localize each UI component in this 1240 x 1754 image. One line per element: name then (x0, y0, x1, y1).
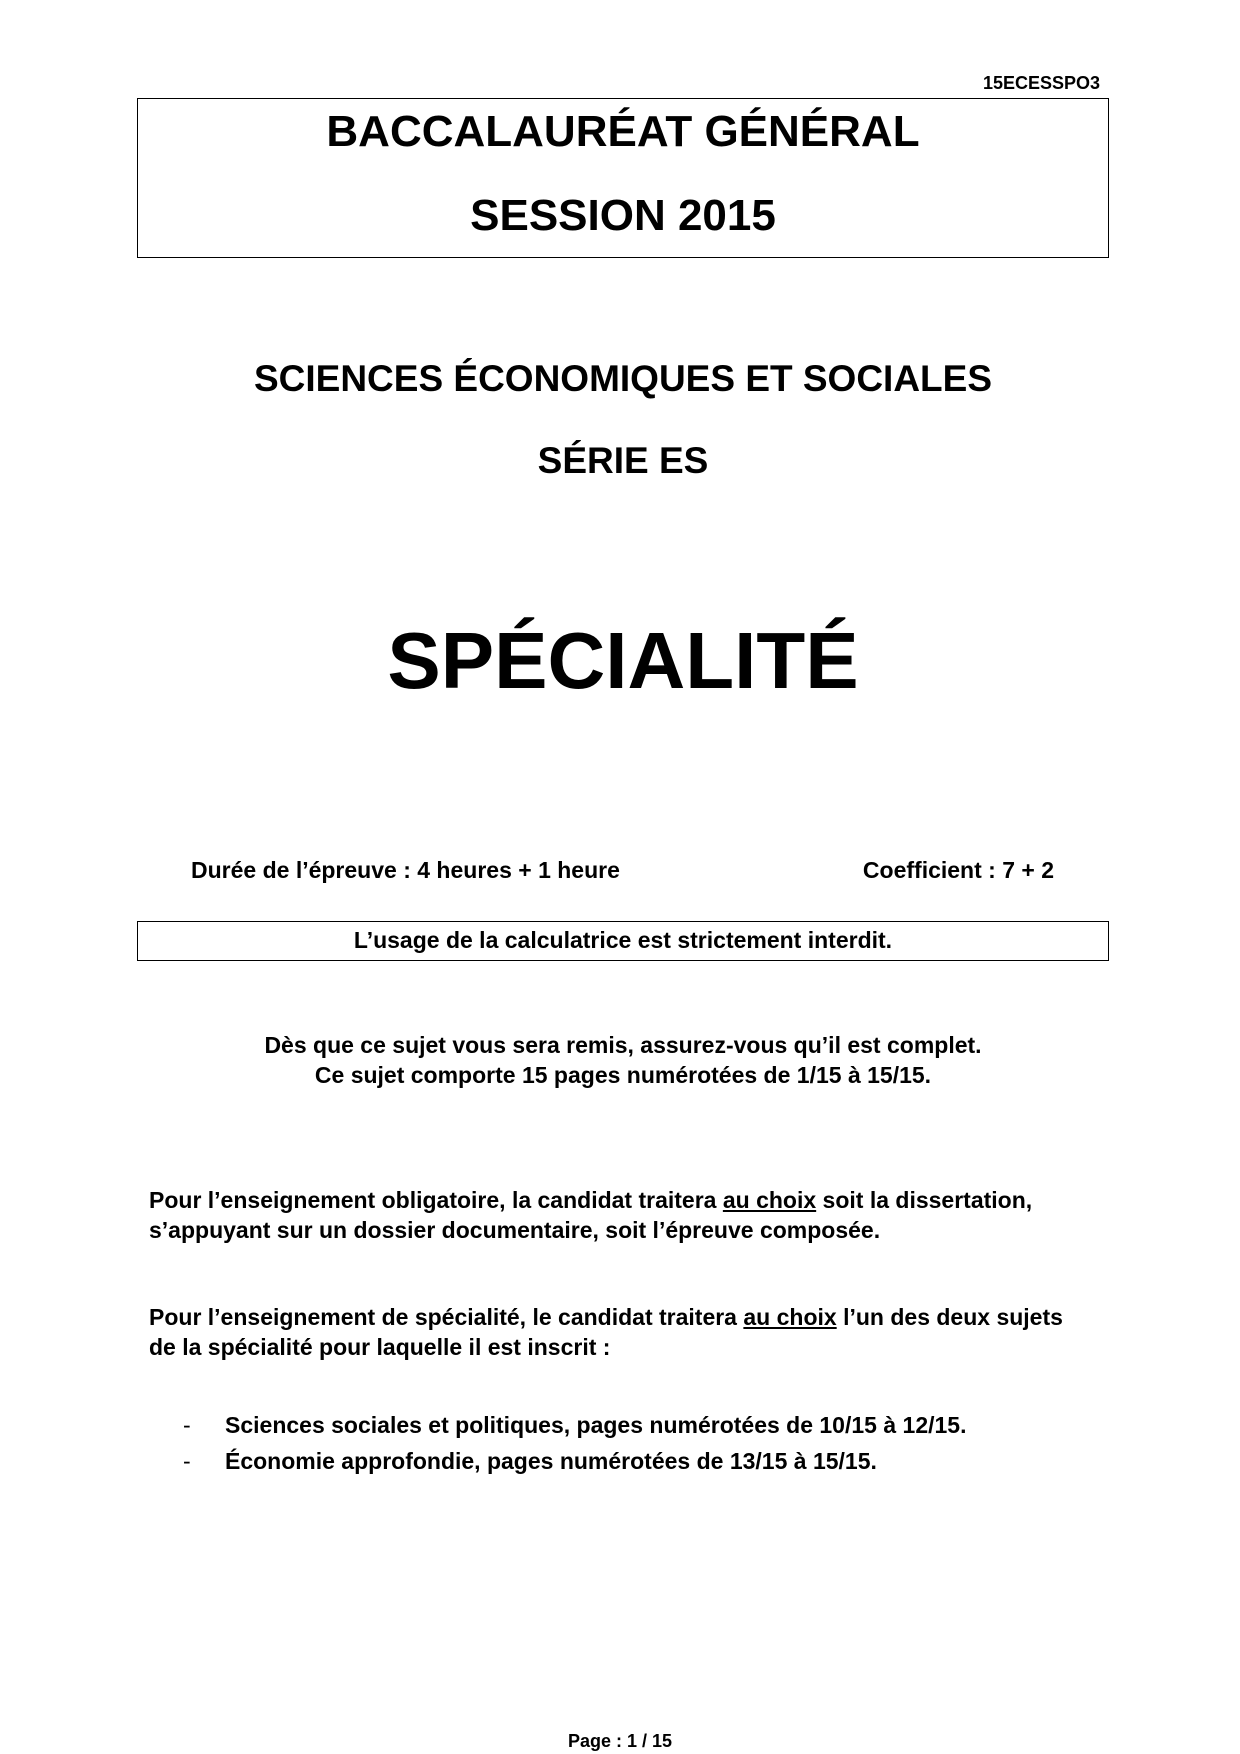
list-item (183, 1407, 966, 1443)
instructions-specialty-choice: au choix (743, 1304, 837, 1330)
list-marker: - (183, 1448, 191, 1474)
session-title: SESSION 2015 (470, 191, 776, 240)
document-code: 15ECESSPO3 (982, 73, 1100, 93)
list-item-text: Sciences sociales et politiques, pages numérotées de 10/15 à 12/15. (225, 1412, 967, 1438)
serie-title: SÉRIE ES (537, 440, 709, 481)
completeness-notice (137, 1030, 1109, 1090)
instructions-specialty-text-2: l’un des deux sujets de la spécialité pour laquelle il est inscrit : (149, 1304, 1063, 1360)
instructions-mandatory-text-2: soit la dissertation, s’appuyant sur un dossier documentaire, soit l’épreuve composée. (149, 1187, 1033, 1243)
list-marker: - (183, 1412, 191, 1438)
exam-duration: Durée de l’épreuve : 4 heures + 1 heure (191, 857, 620, 883)
completeness-line-2: Ce sujet comporte 15 pages numérotées de 1/15 à 15/15. (314, 1062, 932, 1088)
calculator-notice: L’usage de la calculatrice est strictement interdit. (137, 921, 1109, 961)
specialty-options-list (183, 1407, 966, 1479)
instructions-mandatory-choice: au choix (722, 1187, 817, 1213)
instructions-mandatory (149, 1185, 1089, 1245)
completeness-line-1: Dès que ce sujet vous sera remis, assurez-vous qu’il est complet. (264, 1032, 982, 1058)
instructions-mandatory-text-1: Pour l’enseignement obligatoire, la candidat traitera (149, 1187, 723, 1213)
exam-coefficient: Coefficient : 7 + 2 (862, 857, 1054, 883)
instructions-specialty-text-1: Pour l’enseignement de spécialité, le candidat traitera (149, 1304, 744, 1330)
list-item (183, 1443, 966, 1479)
page-number: Page : 1 / 15 (567, 1731, 673, 1751)
exam-title: BACCALAURÉAT GÉNÉRAL (326, 107, 920, 156)
instructions-specialty (149, 1302, 1089, 1362)
specialty-title: SPÉCIALITÉ (387, 616, 859, 705)
title-box (137, 98, 1109, 258)
list-item-text: Économie approfondie, pages numérotées de 13/15 à 15/15. (225, 1448, 877, 1474)
subject-title: SCIENCES ÉCONOMIQUES ET SOCIALES (253, 358, 993, 399)
